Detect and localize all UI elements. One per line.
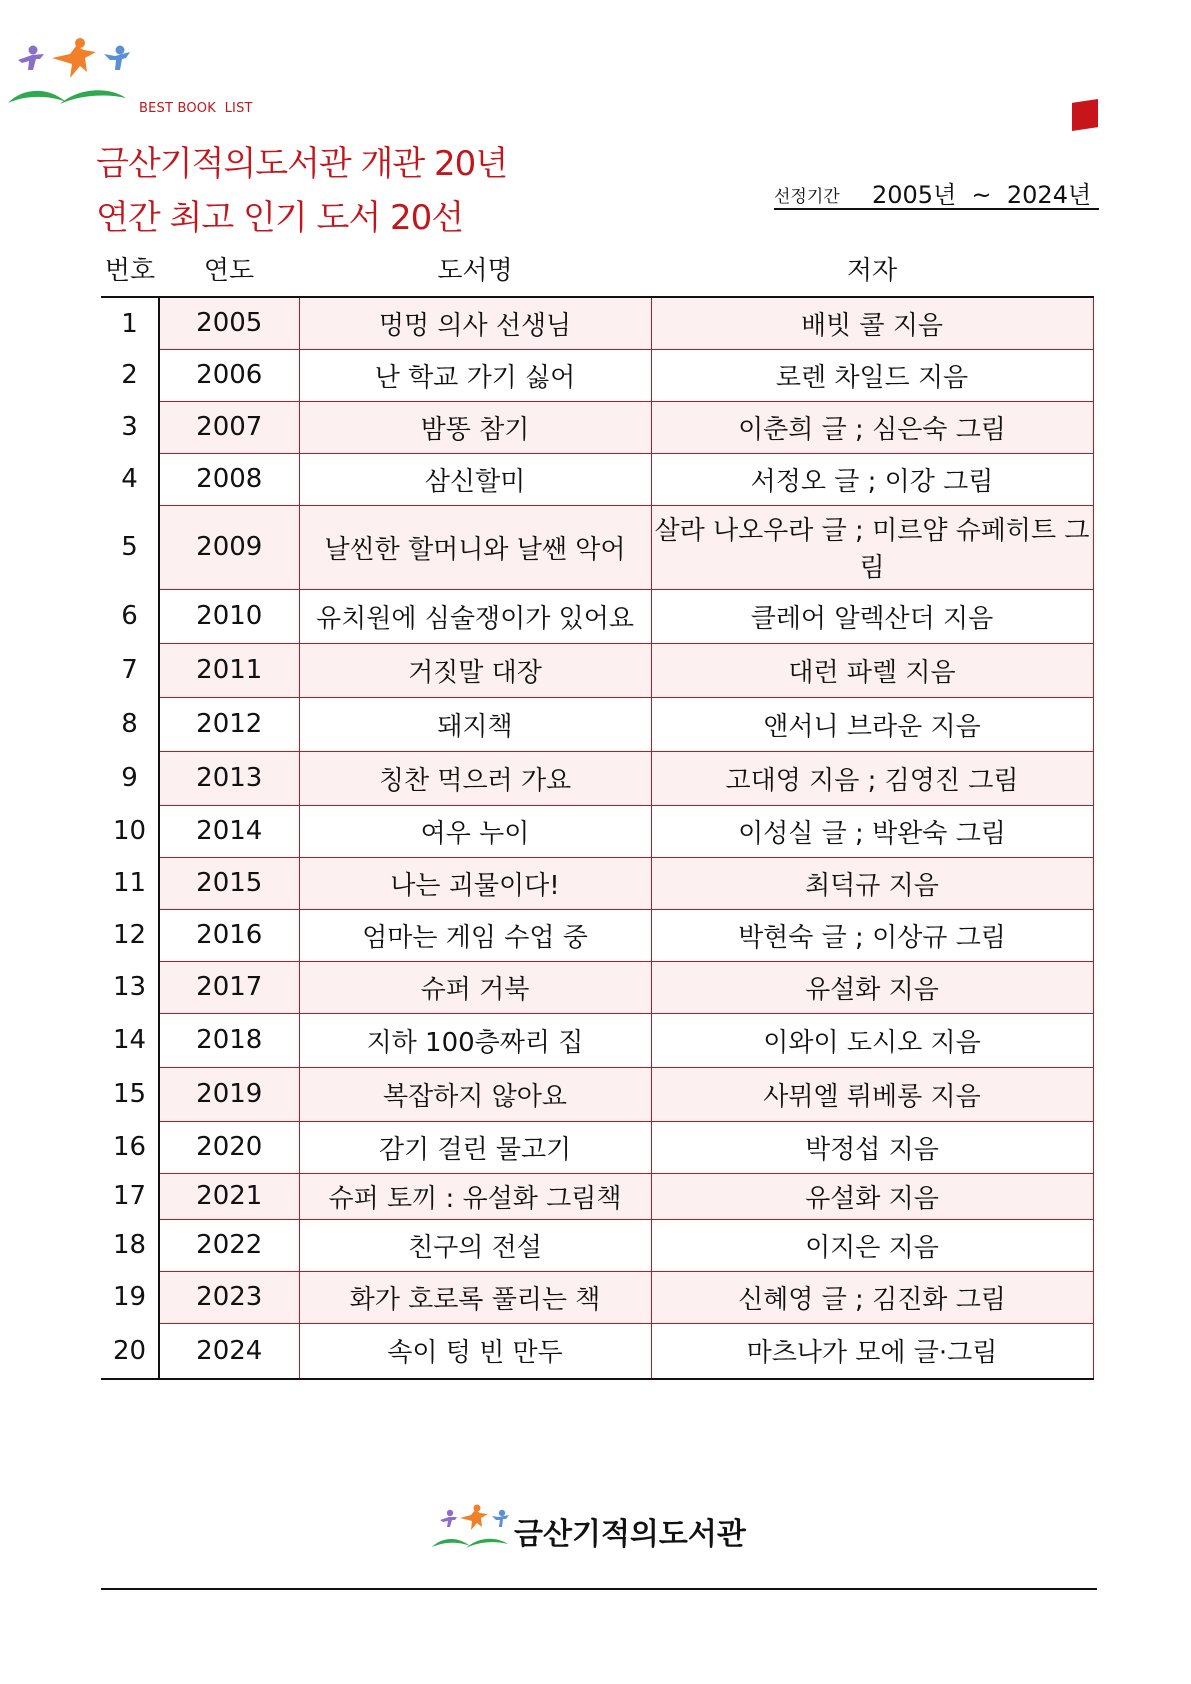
column-header-number: 번호 [101, 240, 159, 297]
row-number: 9 [101, 751, 159, 805]
table-row [101, 1271, 1093, 1323]
row-number: 7 [101, 643, 159, 697]
blue-figure-icon [104, 46, 130, 71]
row-book-title: 감기 걸린 물고기 [299, 1121, 651, 1173]
row-number: 6 [101, 589, 159, 643]
row-author: 이춘희 글 ; 심은숙 그림 [651, 401, 1093, 453]
table-row [101, 401, 1093, 453]
table-row [101, 1067, 1093, 1121]
row-year: 2014 [159, 805, 299, 857]
row-author: 살라 나오우라 글 ; 미르얌 슈페히트 그림 [651, 505, 1093, 589]
purple-figure-icon [18, 46, 44, 71]
row-year: 2009 [159, 505, 299, 589]
row-number: 15 [101, 1067, 159, 1121]
row-year: 2016 [159, 909, 299, 961]
table-row [101, 909, 1093, 961]
row-author: 신혜영 글 ; 김진화 그림 [651, 1271, 1093, 1323]
row-number: 12 [101, 909, 159, 961]
row-book-title: 속이 텅 빈 만두 [299, 1323, 651, 1379]
row-book-title: 유치원에 심술쟁이가 있어요 [299, 589, 651, 643]
green-swoosh-icon [60, 90, 126, 104]
table-row [101, 805, 1093, 857]
row-author: 배빗 콜 지음 [651, 297, 1093, 349]
row-number: 11 [101, 857, 159, 909]
selection-period-value: 2005년 ~ 2024년 [872, 181, 1092, 209]
row-author: 사뮈엘 뤼베롱 지음 [651, 1067, 1093, 1121]
row-year: 2020 [159, 1121, 299, 1173]
table-row [101, 349, 1093, 401]
row-book-title: 슈퍼 토끼 : 유설화 그림책 [299, 1173, 651, 1219]
row-book-title: 날씬한 할머니와 날쌘 악어 [299, 505, 651, 589]
row-book-title: 칭찬 먹으러 가요 [299, 751, 651, 805]
row-book-title: 슈퍼 거북 [299, 961, 651, 1013]
page-title-line2: 연간 최고 인기 도서 20선 [96, 198, 464, 238]
row-year: 2015 [159, 857, 299, 909]
row-author: 클레어 알렉산더 지음 [651, 589, 1093, 643]
best-book-list-label: BEST BOOK LIST [139, 101, 253, 116]
row-number: 4 [101, 453, 159, 505]
row-author: 이지은 지음 [651, 1219, 1093, 1271]
row-author: 이성실 글 ; 박완숙 그림 [651, 805, 1093, 857]
green-swoosh-icon [466, 1539, 508, 1548]
column-header-author: 저자 [651, 240, 1093, 297]
table-row [101, 643, 1093, 697]
row-year: 2008 [159, 453, 299, 505]
table-row [101, 589, 1093, 643]
red-flag-marker [1072, 99, 1098, 131]
table-row [101, 1219, 1093, 1271]
row-author: 앤서니 브라운 지음 [651, 697, 1093, 751]
best-books-table [101, 240, 1093, 1380]
table-header-row [101, 240, 1093, 297]
orange-star-figure-icon [52, 38, 96, 78]
row-author: 박정섭 지음 [651, 1121, 1093, 1173]
row-author: 서정오 글 ; 이강 그림 [651, 453, 1093, 505]
row-year: 2017 [159, 961, 299, 1013]
row-book-title: 거짓말 대장 [299, 643, 651, 697]
row-book-title: 복잡하지 않아요 [299, 1067, 651, 1121]
library-logo-top [0, 30, 140, 120]
row-number: 20 [101, 1323, 159, 1379]
table-row [101, 453, 1093, 505]
row-book-title: 돼지책 [299, 697, 651, 751]
row-number: 14 [101, 1013, 159, 1067]
table-row [101, 505, 1093, 589]
table-row [101, 297, 1093, 349]
library-logo-text: 금산기적의도서관 [514, 1517, 746, 1552]
green-swoosh-icon [8, 91, 66, 103]
row-year: 2019 [159, 1067, 299, 1121]
row-number: 10 [101, 805, 159, 857]
orange-star-figure-icon [460, 1505, 488, 1531]
row-number: 1 [101, 297, 159, 349]
row-year: 2010 [159, 589, 299, 643]
table-row [101, 1323, 1093, 1379]
row-author: 고대영 지음 ; 김영진 그림 [651, 751, 1093, 805]
row-author: 유설화 지음 [651, 1173, 1093, 1219]
row-number: 17 [101, 1173, 159, 1219]
table-row [101, 697, 1093, 751]
row-year: 2011 [159, 643, 299, 697]
row-book-title: 밤똥 참기 [299, 401, 651, 453]
table-row [101, 1173, 1093, 1219]
column-header-title: 도서명 [299, 240, 651, 297]
table-row [101, 1013, 1093, 1067]
table-row [101, 1121, 1093, 1173]
row-author: 이와이 도시오 지음 [651, 1013, 1093, 1067]
row-year: 2013 [159, 751, 299, 805]
row-number: 2 [101, 349, 159, 401]
row-author: 유설화 지음 [651, 961, 1093, 1013]
row-author: 박현숙 글 ; 이상규 그림 [651, 909, 1093, 961]
row-book-title: 엄마는 게임 수업 중 [299, 909, 651, 961]
library-logo-bottom [430, 1500, 780, 1572]
row-number: 3 [101, 401, 159, 453]
row-book-title: 멍멍 의사 선생님 [299, 297, 651, 349]
row-year: 2006 [159, 349, 299, 401]
row-author: 대런 파렐 지음 [651, 643, 1093, 697]
purple-figure-icon [440, 1510, 457, 1527]
row-number: 13 [101, 961, 159, 1013]
row-book-title: 여우 누이 [299, 805, 651, 857]
column-header-year: 연도 [159, 240, 299, 297]
table-row [101, 961, 1093, 1013]
row-number: 5 [101, 505, 159, 589]
table-row [101, 857, 1093, 909]
row-number: 16 [101, 1121, 159, 1173]
blue-figure-icon [492, 1510, 509, 1527]
row-year: 2018 [159, 1013, 299, 1067]
row-year: 2022 [159, 1219, 299, 1271]
row-author: 최덕규 지음 [651, 857, 1093, 909]
table-row [101, 751, 1093, 805]
row-book-title: 화가 호로록 풀리는 책 [299, 1271, 651, 1323]
page-title-line1: 금산기적의도서관 개관 20년 [96, 144, 508, 184]
row-book-title: 친구의 전설 [299, 1219, 651, 1271]
selection-period [774, 174, 1099, 210]
row-number: 19 [101, 1271, 159, 1323]
row-book-title: 삼신할미 [299, 453, 651, 505]
row-number: 8 [101, 697, 159, 751]
row-book-title: 난 학교 가기 싫어 [299, 349, 651, 401]
row-author: 마츠나가 모에 글·그림 [651, 1323, 1093, 1379]
row-year: 2024 [159, 1323, 299, 1379]
row-year: 2007 [159, 401, 299, 453]
row-year: 2012 [159, 697, 299, 751]
row-book-title: 지하 100층짜리 집 [299, 1013, 651, 1067]
row-author: 로렌 차일드 지음 [651, 349, 1093, 401]
selection-period-label: 선정기간 [774, 187, 840, 207]
row-year: 2021 [159, 1173, 299, 1219]
row-book-title: 나는 괴물이다! [299, 857, 651, 909]
row-year: 2005 [159, 297, 299, 349]
row-year: 2023 [159, 1271, 299, 1323]
bottom-divider [101, 1588, 1097, 1590]
green-swoosh-icon [432, 1539, 470, 1547]
row-number: 18 [101, 1219, 159, 1271]
